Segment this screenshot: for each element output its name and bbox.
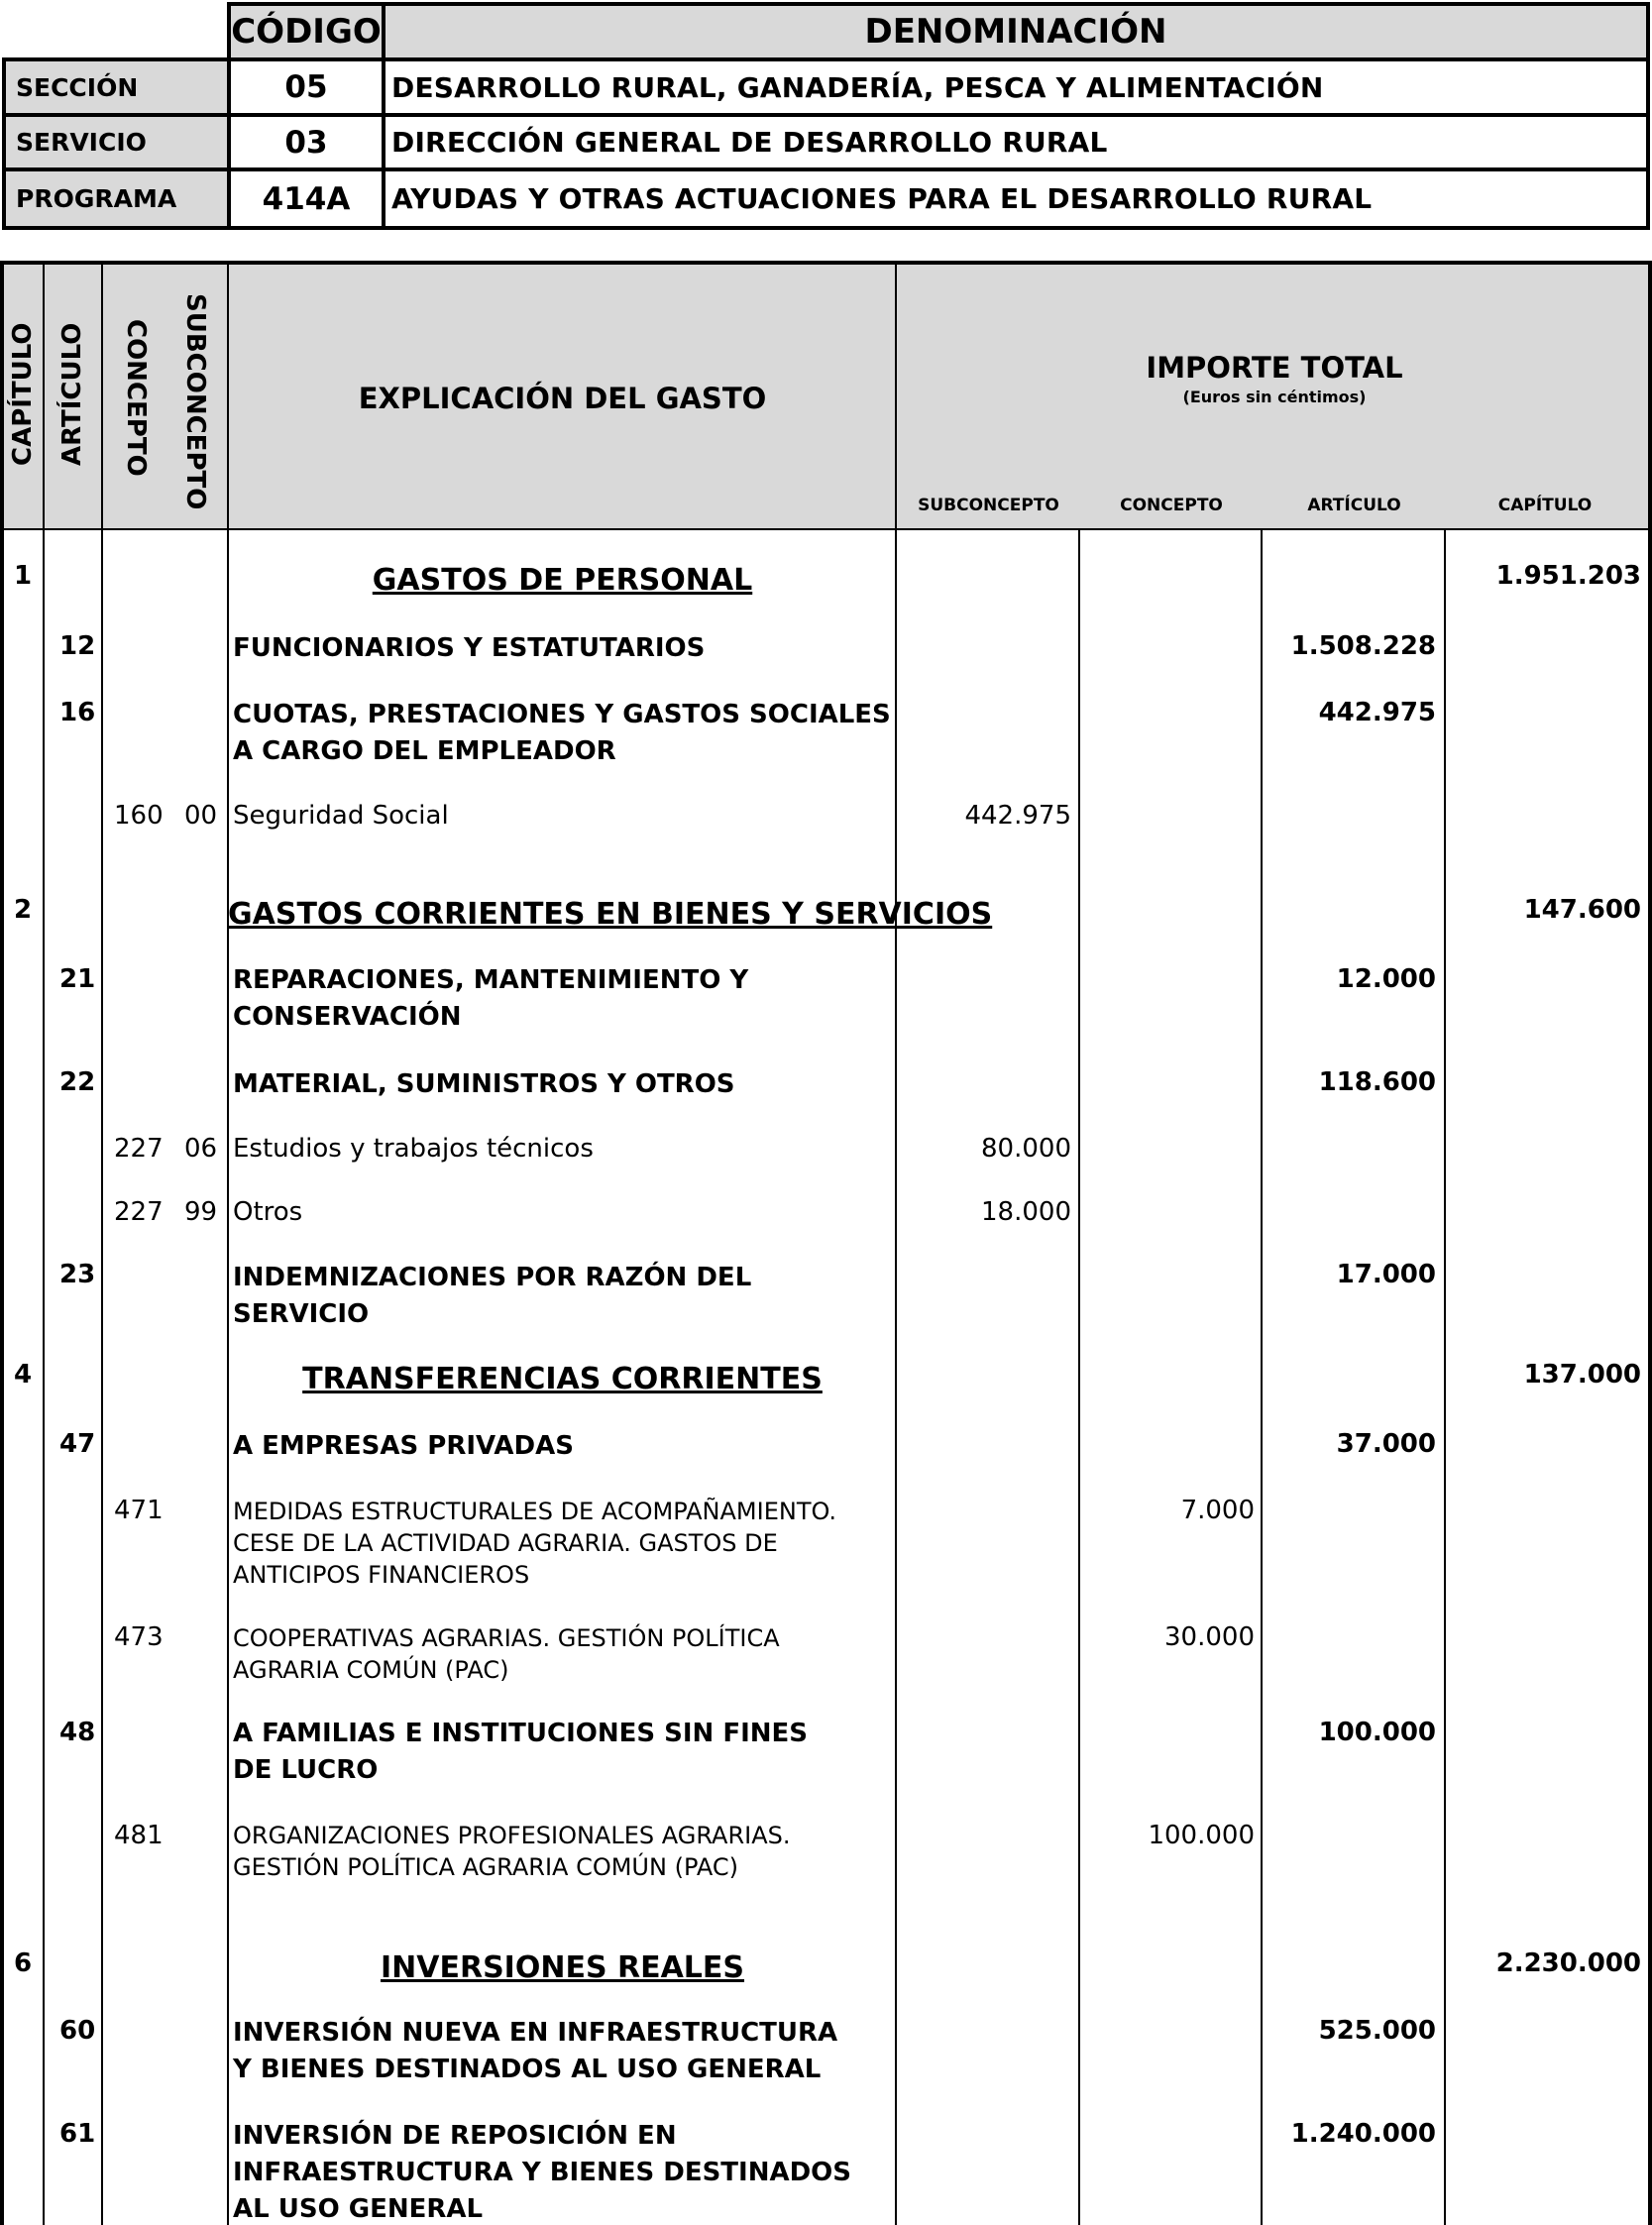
col-divider (101, 265, 103, 2225)
concepto-amount: 100.000 (1148, 1821, 1255, 1850)
articulo-desc: MATERIAL, SUMINISTROS Y OTROS (233, 1069, 735, 1099)
col-divider (895, 265, 897, 2225)
concepto-col-header: CONCEPTO (121, 319, 151, 477)
programa-label: PROGRAMA (2, 167, 231, 230)
amount-articulo-header: ARTÍCULO (1307, 496, 1401, 515)
capitulo-title: GASTOS DE PERSONAL (372, 563, 753, 598)
capitulo-title: GASTOS CORRIENTES EN BIENES Y SERVICIOS (228, 897, 993, 932)
articulo-desc: INVERSIÓN NUEVA EN INFRAESTRUCTURA Y BIENES DESTINADOS AL USO GENERAL (233, 2018, 838, 2084)
codigo-header: CÓDIGO (227, 2, 385, 61)
articulo-desc: FUNCIONARIOS Y ESTATUTARIOS (233, 633, 706, 663)
subconcepto-desc: Otros (233, 1197, 303, 1227)
explicacion-header: EXPLICACIÓN DEL GASTO (358, 382, 767, 415)
articulo-desc: INVERSIÓN DE REPOSICIÓN EN INFRAESTRUCTURA Y BIENES DESTINADOS AL USO GENERAL (233, 2121, 852, 2224)
subconcepto-desc: Estudios y trabajos técnicos (233, 1134, 594, 1164)
capitulo-amount: 137.000 (1523, 1360, 1641, 1390)
articulo-code: 22 (59, 1067, 96, 1097)
articulo-desc: A EMPRESAS PRIVADAS (233, 1431, 574, 1461)
articulo-desc: A FAMILIAS E INSTITUCIONES SIN FINES DE LUCRO (233, 1719, 809, 1785)
amount-subconcepto-header: SUBCONCEPTO (918, 496, 1059, 515)
articulo-amount: 1.240.000 (1290, 2119, 1436, 2149)
seccion-label: SECCIÓN (2, 57, 231, 117)
seccion-name: DESARROLLO RURAL, GANADERÍA, PESCA Y ALIMENTACIÓN (382, 57, 1650, 117)
articulo-desc: CUOTAS, PRESTACIONES Y GASTOS SOCIALES A CARGO DEL EMPLEADOR (233, 700, 891, 766)
subconcepto-code: 00 (184, 801, 218, 831)
articulo-amount: 17.000 (1336, 1260, 1436, 1289)
capitulo-code: 2 (14, 895, 33, 925)
budget-table (0, 261, 1652, 2225)
col-divider (43, 265, 45, 2225)
servicio-name: DIRECCIÓN GENERAL DE DESARROLLO RURAL (382, 113, 1650, 171)
articulo-amount: 1.508.228 (1290, 631, 1436, 661)
subconcepto-code: 99 (184, 1197, 218, 1227)
concepto-amount: 7.000 (1180, 1496, 1255, 1525)
capitulo-code: 6 (14, 1948, 33, 1978)
articulo-amount: 525.000 (1318, 2016, 1436, 2046)
subconcepto-col-header: SUBCONCEPTO (180, 293, 210, 510)
articulo-code: 21 (59, 964, 96, 994)
denominacion-header: DENOMINACIÓN (382, 2, 1650, 61)
importe-subtitle: (Euros sin céntimos) (1182, 388, 1367, 406)
articulo-desc: REPARACIONES, MANTENIMIENTO Y CONSERVACIÓN (233, 965, 749, 1032)
amount-capitulo-header: CAPÍTULO (1497, 496, 1593, 515)
col-divider (1078, 528, 1080, 2225)
articulo-amount: 37.000 (1336, 1429, 1436, 1459)
programa-name: AYUDAS Y OTRAS ACTUACIONES PARA EL DESARROLLO RURAL (382, 167, 1650, 230)
capitulo-amount: 147.600 (1523, 895, 1641, 925)
concepto-code: 473 (114, 1622, 164, 1652)
servicio-label: SERVICIO (2, 113, 231, 171)
articulo-code: 23 (59, 1260, 96, 1289)
articulo-col-header: ARTÍCULO (57, 322, 87, 466)
capitulo-title: INVERSIONES REALES (380, 1950, 745, 1985)
articulo-amount: 118.600 (1318, 1067, 1436, 1097)
concepto-desc: ORGANIZACIONES PROFESIONALES AGRARIAS. GESTIÓN POLÍTICA AGRARIA COMÚN (PAC) (233, 1822, 791, 1881)
articulo-code: 61 (59, 2119, 96, 2149)
concepto-code: 471 (114, 1496, 164, 1525)
importe-total-header: IMPORTE TOTAL (1146, 351, 1403, 385)
concepto-code: 227 (114, 1197, 164, 1227)
programa-code: 414A (227, 167, 385, 230)
articulo-amount: 100.000 (1318, 1718, 1436, 1747)
col-divider (1261, 528, 1263, 2225)
articulo-code: 12 (59, 631, 96, 661)
capitulo-col-header: CAPÍTULO (8, 322, 38, 466)
concepto-desc: MEDIDAS ESTRUCTURALES DE ACOMPAÑAMIENTO. CESE DE LA ACTIVIDAD AGRARIA. GASTOS DE ANTICIPOS FINANCIEROS (233, 1498, 837, 1589)
servicio-code: 03 (227, 113, 385, 171)
capitulo-amount: 1.951.203 (1495, 561, 1641, 591)
articulo-code: 60 (59, 2016, 96, 2046)
amount-concepto-header: CONCEPTO (1120, 496, 1223, 515)
articulo-amount: 442.975 (1318, 698, 1436, 727)
articulo-amount: 12.000 (1336, 964, 1436, 994)
col-divider (1444, 528, 1446, 2225)
concepto-code: 481 (114, 1821, 164, 1850)
concepto-code: 160 (114, 801, 164, 831)
subconcepto-code: 06 (184, 1134, 218, 1164)
capitulo-code: 4 (14, 1360, 33, 1390)
articulo-code: 47 (59, 1429, 96, 1459)
col-divider (227, 265, 229, 2225)
capitulo-code: 1 (14, 561, 33, 591)
concepto-desc: COOPERATIVAS AGRARIAS. GESTIÓN POLÍTICA AGRARIA COMÚN (PAC) (233, 1624, 780, 1684)
subconcepto-amount: 80.000 (981, 1134, 1071, 1164)
articulo-code: 48 (59, 1718, 96, 1747)
seccion-code: 05 (227, 57, 385, 117)
capitulo-title: TRANSFERENCIAS CORRIENTES (302, 1362, 823, 1396)
identification-table (0, 0, 1652, 230)
concepto-amount: 30.000 (1164, 1622, 1255, 1652)
articulo-code: 16 (59, 698, 96, 727)
subconcepto-amount: 442.975 (964, 801, 1071, 831)
subconcepto-desc: Seguridad Social (233, 801, 449, 831)
articulo-desc: INDEMNIZACIONES POR RAZÓN DEL SERVICIO (233, 1263, 752, 1329)
concepto-code: 227 (114, 1134, 164, 1164)
subconcepto-amount: 18.000 (981, 1197, 1071, 1227)
capitulo-amount: 2.230.000 (1495, 1948, 1641, 1978)
